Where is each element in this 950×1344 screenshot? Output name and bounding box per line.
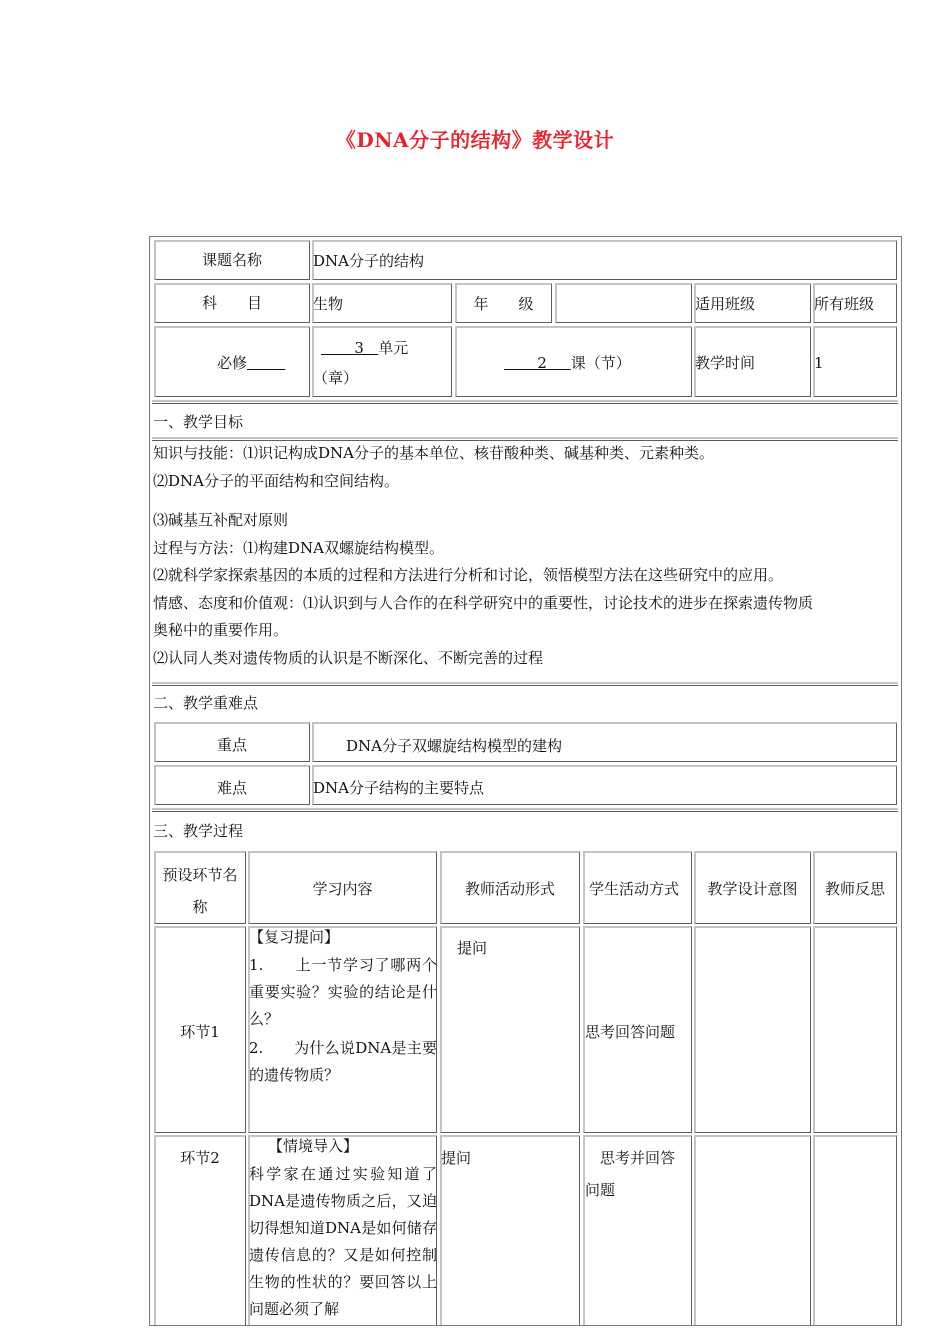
key-value: DNA分子双螺旋结构模型的建构 [346,737,562,755]
diff-label: 难点 [216,779,247,797]
table-row-cell [813,926,897,1133]
header-teacher: 教师活动形式 [464,880,555,898]
bixiu-blank [247,354,285,372]
stage-name: 环节2 [180,1149,220,1167]
class-label: 适用班级 [695,295,756,313]
teacher-activity: 提问 [457,939,488,957]
content-item: 2. 为什么说DNA是主要的遗传物质？ [249,1039,437,1084]
goal-line: ⑵DNA分子的平面结构和空间结构。 [153,472,399,490]
keypoints-heading: 二、教学重难点 [153,694,259,712]
goal-line: ⑶碱基互补配对原则 [153,511,289,529]
divider [152,400,898,404]
table-row-cell [694,1135,811,1325]
key-label: 重点 [216,736,247,754]
goal-line: 情感、态度和价值观：⑴认识到与人合作的在科学研究中的重要性，讨论技术的进步在探索遗传物质 [153,594,814,612]
student-activity: 思考回答问题 [585,1023,676,1041]
table-row-cell [694,926,811,1133]
process-heading: 三、教学过程 [153,822,244,840]
header-student: 学生活动方式 [589,880,680,898]
goal-line: 过程与方法：⑴构建DNA双螺旋结构模型。 [153,539,444,557]
subject-label: 科 目 [201,294,262,312]
header-intent: 教学设计意图 [707,880,798,898]
cell-grade-value [555,283,692,323]
divider [152,437,898,441]
document-title: 《DNA分子的结构》教学设计 [335,128,615,152]
bixiu-label: 必修 [217,353,285,373]
content-title: 【情境导入】 [268,1137,359,1155]
stage-name: 环节1 [180,1023,220,1041]
divider [152,682,898,686]
lesson-line: 2 课（节） [504,353,631,373]
teacher-activity: 提问 [441,1149,472,1167]
cell-time-value [813,326,897,397]
divider [152,808,898,812]
class-value: 所有班级 [814,295,875,313]
topic-label: 课题名称 [201,251,262,269]
chapter-label: （章） [313,369,359,387]
content-item: 1. 上一节学习了哪两个重要实验？实验的结论是什么？ [249,956,437,1028]
header-stage-name: 预设环节名称 [162,866,238,916]
content-item: 科学家在通过实验知道了DNA是遗传物质之后，又迫切得想知道DNA是如何储存遗传信息的？又是如何控制生物的性状的？要回答以上问题必须了解 [249,1165,437,1318]
goals-heading: 一、教学目标 [153,413,244,431]
lesson-blank: 2 [537,354,547,372]
student-activity: 思考并回答问题 [585,1149,676,1199]
goal-line: 知识与技能：⑴识记构成DNA分子的基本单位、核苷酸种类、碱基种类、元素种类。 [153,444,714,462]
diff-value: DNA分子结构的主要特点 [313,779,484,797]
header-content: 学习内容 [312,880,373,898]
time-label: 教学时间 [695,354,756,372]
content-title: 【复习提问】 [249,928,340,946]
unit-line: 3 单元 [321,338,408,358]
goal-line: 奥秘中的重要作用。 [153,621,289,639]
grade-label: 年 级 [473,295,534,313]
time-value: 1 [814,354,824,372]
goal-line: ⑵就科学家探索基因的本质的过程和方法进行分析和讨论，领悟模型方法在这些研究中的应用。 [153,566,784,584]
table-row-cell [813,1135,897,1325]
subject-value: 生物 [313,295,344,313]
unit-blank: 3 [354,339,364,357]
topic-value: DNA分子的结构 [313,252,424,270]
goal-line: ⑵认同人类对遗传物质的认识是不断深化、不断完善的过程 [153,649,544,667]
header-reflection: 教师反思 [824,880,885,898]
